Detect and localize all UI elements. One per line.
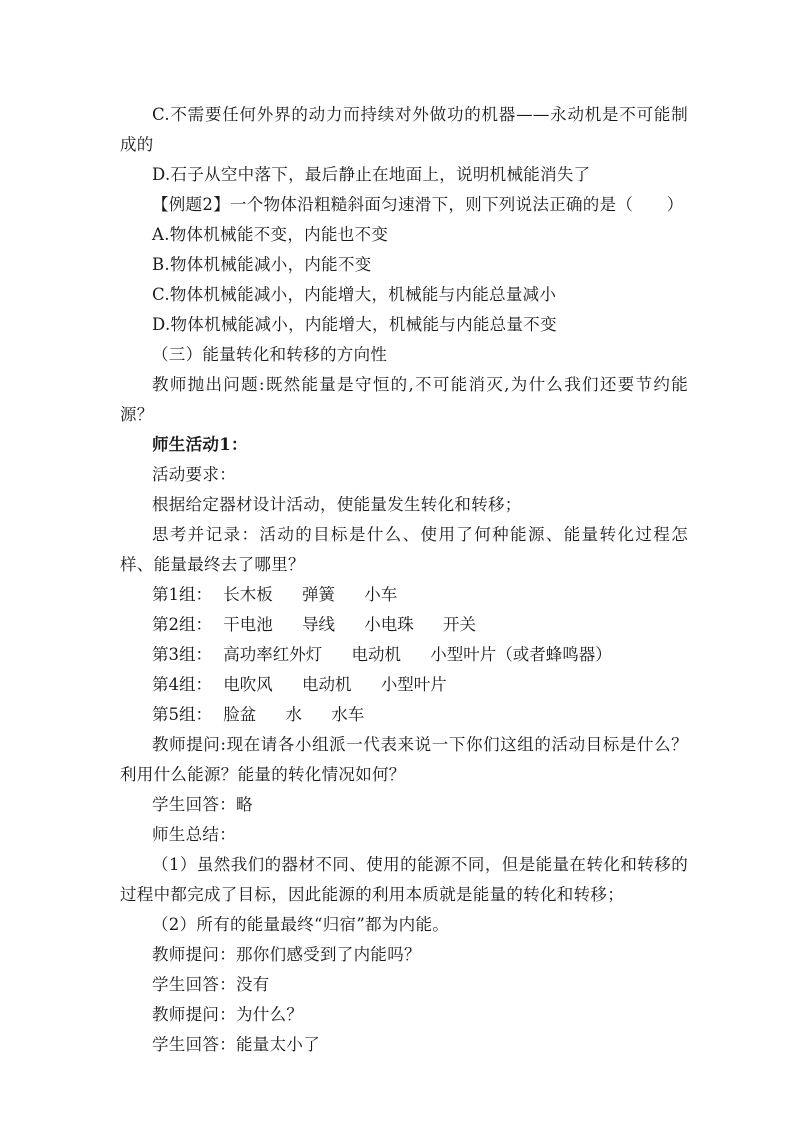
option-d-stone-falling: D.石子从空中落下，最后静止在地面上，说明机械能消失了	[152, 165, 591, 184]
group-item: 导线	[302, 615, 335, 634]
section-heading-direction: （三）能量转化和转移的方向性	[152, 345, 388, 364]
think-and-record-instruction: 思考并记录：活动的目标是什么、使用了何种能源、能量转化过程怎样、能量最终去了哪里？	[120, 525, 688, 574]
example-2-option-c: C.物体机械能减小，内能增大，机械能与内能总量减小	[152, 285, 557, 304]
group-item: 小型叶片（或者蜂鸣器）	[430, 645, 612, 664]
group-item: 电吹风	[223, 675, 273, 694]
student-answer-too-small: 学生回答：能量太小了	[152, 1035, 320, 1054]
teacher-question-groups: 教师提问:现在请各小组派一代表来说一下你们这组的活动目标是什么？利用什么能源？能量的转化情况如何？	[120, 735, 688, 784]
group-3-row	[120, 640, 688, 670]
teacher-question-energy-saving: 教师抛出问题:既然能量是守恒的,不可能消灭,为什么我们还要节约能源？	[120, 375, 688, 424]
teacher-question-why: 教师提问：为什么？	[152, 1005, 304, 1024]
group-item: 高功率红外灯	[223, 645, 323, 664]
group-item: 电动机	[351, 645, 401, 664]
group-label: 第2组：	[152, 615, 212, 634]
student-answer-omitted: 学生回答：略	[152, 795, 253, 814]
group-item: 开关	[443, 615, 476, 634]
group-item: 电动机	[302, 675, 352, 694]
group-item: 小车	[364, 585, 398, 604]
summary-point-2: （2）所有的能量最终“归宿”都为内能。	[152, 915, 450, 934]
group-item: 脸盆	[223, 705, 257, 724]
example-2-question: 【例题2】一个物体沿粗糙斜面匀速滑下，则下列说法正确的是（ ）	[152, 195, 684, 214]
summary-point-1: （1）虽然我们的器材不同、使用的能源不同，但是能量在转化和转移的过程中都完成了目标，因此能源的利用本质就是能量的转化和转移；	[120, 855, 688, 904]
student-answer-no: 学生回答：没有	[152, 975, 270, 994]
group-item: 弹簧	[302, 585, 335, 604]
group-item: 长木板	[223, 585, 273, 604]
group-label: 第4组：	[152, 675, 212, 694]
group-label: 第3组：	[152, 645, 212, 664]
activity-requirements-label: 活动要求：	[152, 465, 236, 484]
group-4-row	[120, 670, 688, 700]
group-item: 水	[285, 705, 302, 724]
group-label: 第5组：	[152, 705, 212, 724]
summary-label: 师生总结：	[152, 825, 236, 844]
document-body	[120, 100, 688, 1060]
group-item: 小型叶片	[380, 675, 447, 694]
group-label: 第1组：	[152, 585, 212, 604]
activity-1-heading: 师生活动1：	[152, 435, 248, 454]
example-2-option-d: D.物体机械能减小，内能增大，机械能与内能总量不变	[152, 315, 557, 334]
group-1-row	[120, 580, 688, 610]
group-item: 水车	[331, 705, 365, 724]
example-2-option-a: A.物体机械能不变，内能也不变	[152, 225, 389, 244]
group-5-row	[120, 700, 688, 730]
example-2-option-b: B.物体机械能减小，内能不变	[152, 255, 372, 274]
group-item: 干电池	[223, 615, 273, 634]
activity-design-instruction: 根据给定器材设计活动，使能量发生转化和转移；	[152, 495, 522, 514]
group-2-row	[120, 610, 688, 640]
group-item: 小电珠	[364, 615, 414, 634]
teacher-question-internal-energy: 教师提问：那你们感受到了内能吗？	[152, 945, 421, 964]
option-c-perpetual-motion: C.不需要任何外界的动力而持续对外做功的机器——永动机是不可能制成的	[120, 105, 688, 154]
